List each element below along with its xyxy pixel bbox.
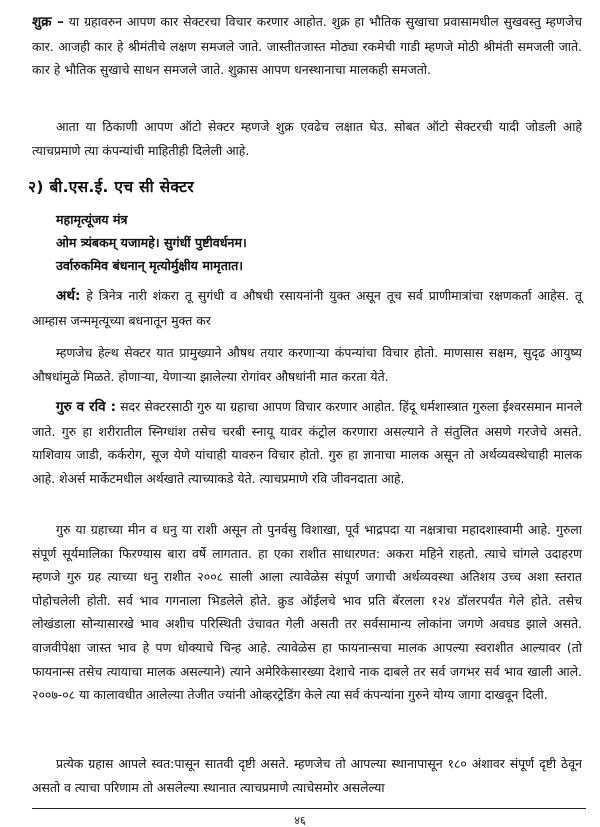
paragraph-lead-guru-ravi: गुरु व रवि : [56,399,116,415]
mantra-line-2: उर्वारुकमिव बंधनान् मृत्योर्मुक्षीय मामृतात। [56,258,244,273]
paragraph-guru-rashi: गुरु या ग्रहाच्या मीन व धनु या राशी असून तो पुनर्वसु विशाखा, पूर्व भाद्रपदा या नक्षत्राचा महादशास्वामी आहे. गुरुला संपूर्ण सूर्यमालिका फिरण्यास बारा वर्षे लागतात. हा एका राशीत साधारणत: अकरा महिने राहतो. त्याचे चांगले उदाहरण म्हणजे गुरु ग्रह त्याच्या धनु राशीत २००८ साली आला त्यावेळेस संपूर्ण जगाची अर्थव्यवस्था अतिशय उच्च अशा स्तरात पोहोचलेली होती. सर्व भाव गगनाला भिडलेले होते. क्रुड ऑईलचे भाव प्रति बॅरलला १२४ डॉलरपर्यंत गेले होते. तसेच लोखंडाला सोन्यासारखे भाव अशीच परिस्थिती उंचावत गेली असती तर सर्वसामान्य लोकांना जगणे अवघड झाले असते. वाजवीपेक्षा जास्त भाव हे पण धोक्याचे चिन्ह आहे. त्यावेळेस हा फायनान्सचा मालक आपल्या स्वराशीत आल्यावर (तो फायनान्स तसेच त्यायाचा मालक असल्याने) त्याने अमेरिकेसारख्या देशाचे नाक दाबले तर सर्व जगभर सर्व भाव खाली आले. २००७-०८ या कालावधीत आलेल्या तेजीत ज्यांनी ओव्हरट्रेडिंग केले त्या सर्व कंपन्यांना गुरुने योग्य जागा दाखवून दिली. [32,522,582,703]
paragraph-shukra [32,10,582,82]
mantra-block [56,208,582,277]
mantra-line-1: ओम त्र्यंबकम् यजामहे। सुगंधीं पुष्टीवर्धनम। [56,235,247,250]
paragraph-lead-shukra: शुक्र – [32,14,64,30]
paragraph-drishti: प्रत्येक ग्रहास आपले स्वत:पासून सातवी दृष्टी असते. म्हणजेच तो आपल्या स्थानापासून १८० अंशावर संपूर्ण दृष्टी ठेवून असतो व त्याचा परिणाम तो असलेल्या स्थानात त्याचप्रमाणे त्याचेसमोर असलेल्या [32,756,582,795]
paragraph-meaning [32,284,582,332]
page-number: ४६ [294,815,306,827]
mantra-line-title: महामृत्यूंजय मंत्र [56,212,128,227]
paragraph-text-shukra: या ग्रहावरुन आपण कार सेक्टरचा विचार करणार आहोत. शुक्र हा भौतिक सुखाचा प्रवासामधील सुखवस्तु म्हणजेच कार. आजही कार हे श्रीमंतीचे लक्षण समजले जाते. जास्तीतजास्त मोठ्या रकमेची गाडी म्हणजे मोठी श्रीमंती समजली जाते. कार हे भौतिक सुखाचे साधन समजले जाते. शुक्रास आपण धनस्थानाचा मालकही समजतो. [32,14,583,78]
footer-rule [32,808,586,809]
paragraph-guru-ravi [32,395,582,490]
section-heading: २) बी.एस.ई. एच सी सेक्टर [28,178,194,196]
paragraph-text-meaning: हे त्रिनेत्र नारी शंकरा तू सुगंधी व औषधी रसायनांनी युक्त असून तूच सर्व प्राणीमात्रांचा रक्षणकर्ता आहेस. तू आम्हास जन्ममृत्यूच्या बधनातून मुक्त कर [32,288,582,328]
paragraph-lead-meaning: अर्थ: [56,288,81,304]
paragraph-text-guru-ravi: सदर सेक्टरसाठी गुरु या ग्रहाचा आपण विचार करणार आहोत. हिंदू धर्मशास्त्रात गुरुला ईश्वरसमान मानले जाते. गुरु हा शरीरातील स्निग्धांश तसेच चरबी स्नायू यावर कंट्रोल करणारा असल्याने ते संतुलित असणे गरजेचे असते. याशिवाय जाडी, कर्करोग, सूज येणे यांचाही यावरुन विचार होतो. गुरु हा ज्ञानाचा मालक असून तो अर्थव्यवस्थेचाही मालक आहे. शेअर्स मार्केटमधील अर्थखाते त्याच्याकडे येते. त्याचप्रमाणे रवि जीवनदाता आहे. [32,399,582,486]
paragraph-health-sector: म्हणजेच हेल्थ सेक्टर यात प्रामुख्याने औषध तयार करणाऱ्या कंपन्यांचा विचार होतो. माणसास सक्षम, सुदृढ आयुष्य औषधांमुळे मिळते. होणाऱ्या, येणाऱ्या झालेल्या रोगांवर औषधांनी मात करता येते. [32,345,582,384]
paragraph-auto-sector: आता या ठिकाणी आपण ऑटो सेक्टर म्हणजे शुक्र एवढेच लक्षात घेउ. सोबत ऑटो सेक्टरची यादी जोडली आहे त्याचप्रमाणे त्या कंपन्यांची माहितीही दिलेली आहे. [32,119,582,158]
